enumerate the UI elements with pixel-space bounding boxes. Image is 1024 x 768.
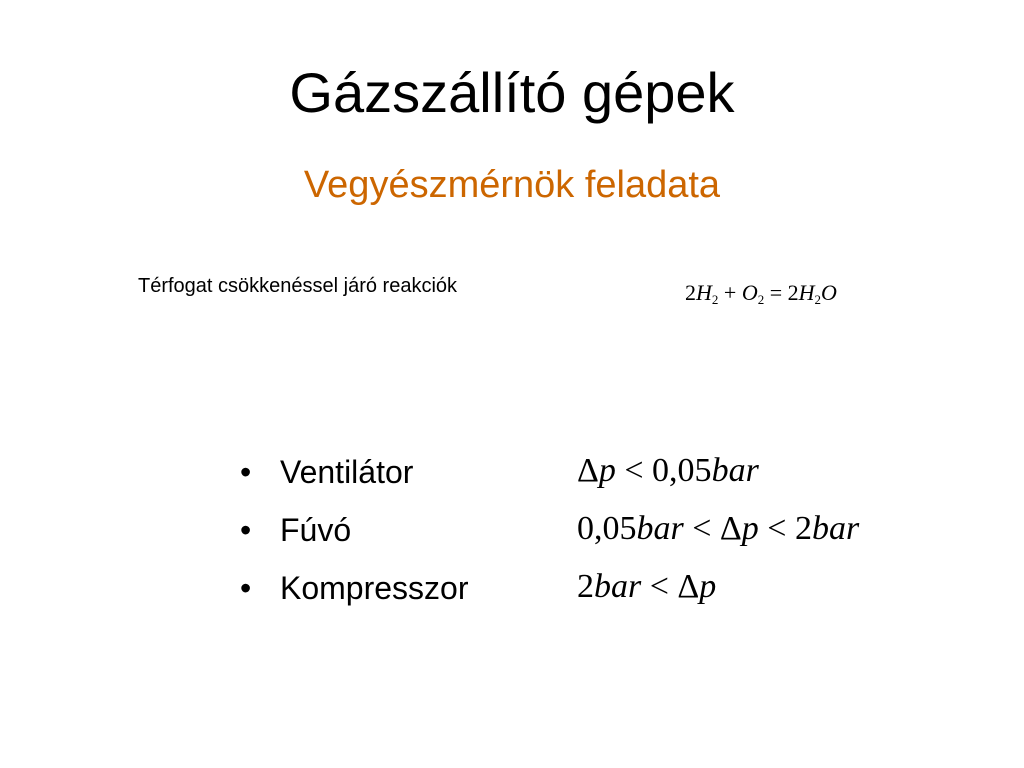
formula-part: bar <box>811 510 860 547</box>
formula-part: p <box>699 568 717 605</box>
reaction-coef-1: 2 <box>685 280 696 305</box>
formula-part: 2 <box>577 568 594 605</box>
bullet-icon: • <box>240 570 252 606</box>
bullet-icon: • <box>240 512 252 548</box>
reaction-sub-2: 2 <box>757 292 765 307</box>
pressure-formula <box>577 452 759 490</box>
machine-list <box>240 452 940 626</box>
reaction-hydrogen: H <box>696 280 712 305</box>
formula-part: bar <box>594 568 642 605</box>
list-item-kompresszor <box>240 568 940 626</box>
slide-subtitle: Vegyészmérnök feladata <box>303 164 721 206</box>
reaction-sub-3: 2 <box>814 292 822 307</box>
reaction-note: Térfogat csökkenéssel járó reakciók <box>138 275 458 297</box>
bullet-label: Fúvó <box>280 512 352 548</box>
formula-part: bar <box>636 510 684 547</box>
formula-part: 0,05 <box>577 510 637 547</box>
formula-part: p <box>741 510 759 547</box>
reaction-plus: + <box>723 280 737 305</box>
reaction-equation <box>685 280 837 308</box>
formula-part: p <box>598 452 616 489</box>
reaction-coef-2: 2 <box>787 280 799 305</box>
reaction-sub-1: 2 <box>711 292 719 307</box>
formula-part: Δ <box>577 452 599 489</box>
formula-part: < 2 <box>758 510 812 547</box>
pressure-formula <box>577 568 716 606</box>
reaction-oxygen: O <box>741 280 758 305</box>
reaction-hydrogen-2: H <box>798 280 815 305</box>
list-item-ventilator <box>240 452 940 510</box>
formula-part: < Δ <box>641 568 700 605</box>
formula-part: bar <box>711 452 759 489</box>
slide-title: Gázszállító gépek <box>289 61 735 124</box>
formula-part: < 0,05 <box>615 452 712 489</box>
formula-part: < Δ <box>683 510 742 547</box>
bullet-icon: • <box>240 454 252 490</box>
pressure-formula <box>577 510 859 548</box>
bullet-label: Ventilátor <box>280 454 414 490</box>
reaction-oxygen-2: O <box>821 280 837 305</box>
list-item-fuvo <box>240 510 940 568</box>
bullet-label: Kompresszor <box>280 570 469 606</box>
reaction-equals: = <box>769 280 783 305</box>
